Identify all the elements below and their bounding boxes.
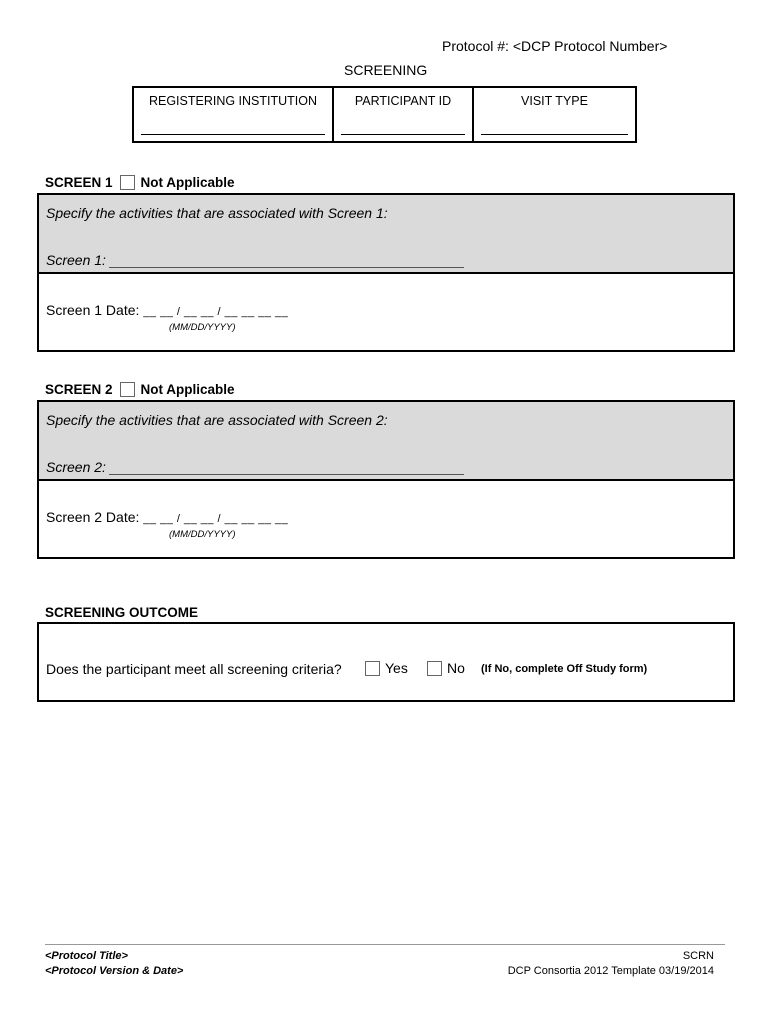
screen2-field-label: Screen 2: <box>46 459 106 475</box>
screen1-heading: SCREEN 1 <box>45 175 113 190</box>
screen1-not-applicable-checkbox[interactable] <box>120 175 135 190</box>
screen2-not-applicable-checkbox[interactable] <box>120 382 135 397</box>
screen2-date-input[interactable]: __ __ / __ __ / __ __ __ __ <box>143 513 289 525</box>
participant-id-header: PARTICIPANT ID <box>354 94 452 108</box>
visit-type-header: VISIT TYPE <box>521 94 588 108</box>
footer-form-code: SCRN <box>682 950 714 962</box>
footer-template: DCP Consortia 2012 Template 03/19/2014 <box>507 965 714 977</box>
participant-id-field[interactable] <box>341 134 465 135</box>
screen2-activities-input[interactable] <box>109 460 464 475</box>
page-title: SCREENING <box>344 62 428 78</box>
screen1-date-section <box>39 274 733 350</box>
participant-id-cell <box>332 88 472 141</box>
screen2-date-format: (MM/DD/YYYY) <box>169 529 236 540</box>
outcome-yes-label: Yes <box>385 660 408 676</box>
outcome-question: Does the participant meet all screening criteria? <box>46 661 342 677</box>
outcome-no-checkbox[interactable] <box>427 661 442 676</box>
screen1-activities-section <box>39 195 733 274</box>
screen2-box <box>37 400 735 559</box>
footer-divider <box>45 944 725 945</box>
screen2-activities-section <box>39 402 733 481</box>
registering-institution-cell <box>134 88 332 141</box>
outcome-no-note: (If No, complete Off Study form) <box>481 663 648 675</box>
screen2-prompt: Specify the activities that are associated with Screen 2: <box>46 412 388 428</box>
screen1-header <box>45 175 235 190</box>
outcome-heading: SCREENING OUTCOME <box>45 605 199 620</box>
screen2-date-section <box>39 481 733 557</box>
screen1-field-label: Screen 1: <box>46 252 106 268</box>
screen1-prompt: Specify the activities that are associated with Screen 1: <box>46 205 388 221</box>
registering-institution-header: REGISTERING INSTITUTION <box>148 94 318 108</box>
screen2-heading: SCREEN 2 <box>45 382 113 397</box>
identification-table <box>132 86 637 143</box>
screen1-not-applicable-label: Not Applicable <box>140 175 235 190</box>
outcome-no-label: No <box>447 660 465 676</box>
screen1-date-format: (MM/DD/YYYY) <box>169 322 236 333</box>
screen1-box <box>37 193 735 352</box>
screen2-date-row <box>46 509 288 525</box>
screen2-header <box>45 382 235 397</box>
footer-protocol-title: <Protocol Title> <box>45 950 128 962</box>
screen2-date-label: Screen 2 Date: <box>46 509 140 525</box>
screen2-field-row <box>46 459 464 475</box>
outcome-yes-checkbox[interactable] <box>365 661 380 676</box>
visit-type-field[interactable] <box>481 134 628 135</box>
screen1-date-label: Screen 1 Date: <box>46 302 140 318</box>
visit-type-cell <box>472 88 635 141</box>
screen1-date-row <box>46 302 288 318</box>
outcome-yes-option[interactable] <box>365 660 408 676</box>
registering-institution-field[interactable] <box>141 134 325 135</box>
screen1-activities-input[interactable] <box>109 253 464 268</box>
protocol-number: Protocol #: <DCP Protocol Number> <box>442 38 668 54</box>
footer-protocol-version: <Protocol Version & Date> <box>45 965 184 977</box>
screen2-not-applicable-label: Not Applicable <box>140 382 235 397</box>
screen1-date-input[interactable]: __ __ / __ __ / __ __ __ __ <box>143 306 289 318</box>
outcome-box <box>37 622 735 702</box>
screen1-field-row <box>46 252 464 268</box>
outcome-no-option[interactable] <box>427 660 465 676</box>
